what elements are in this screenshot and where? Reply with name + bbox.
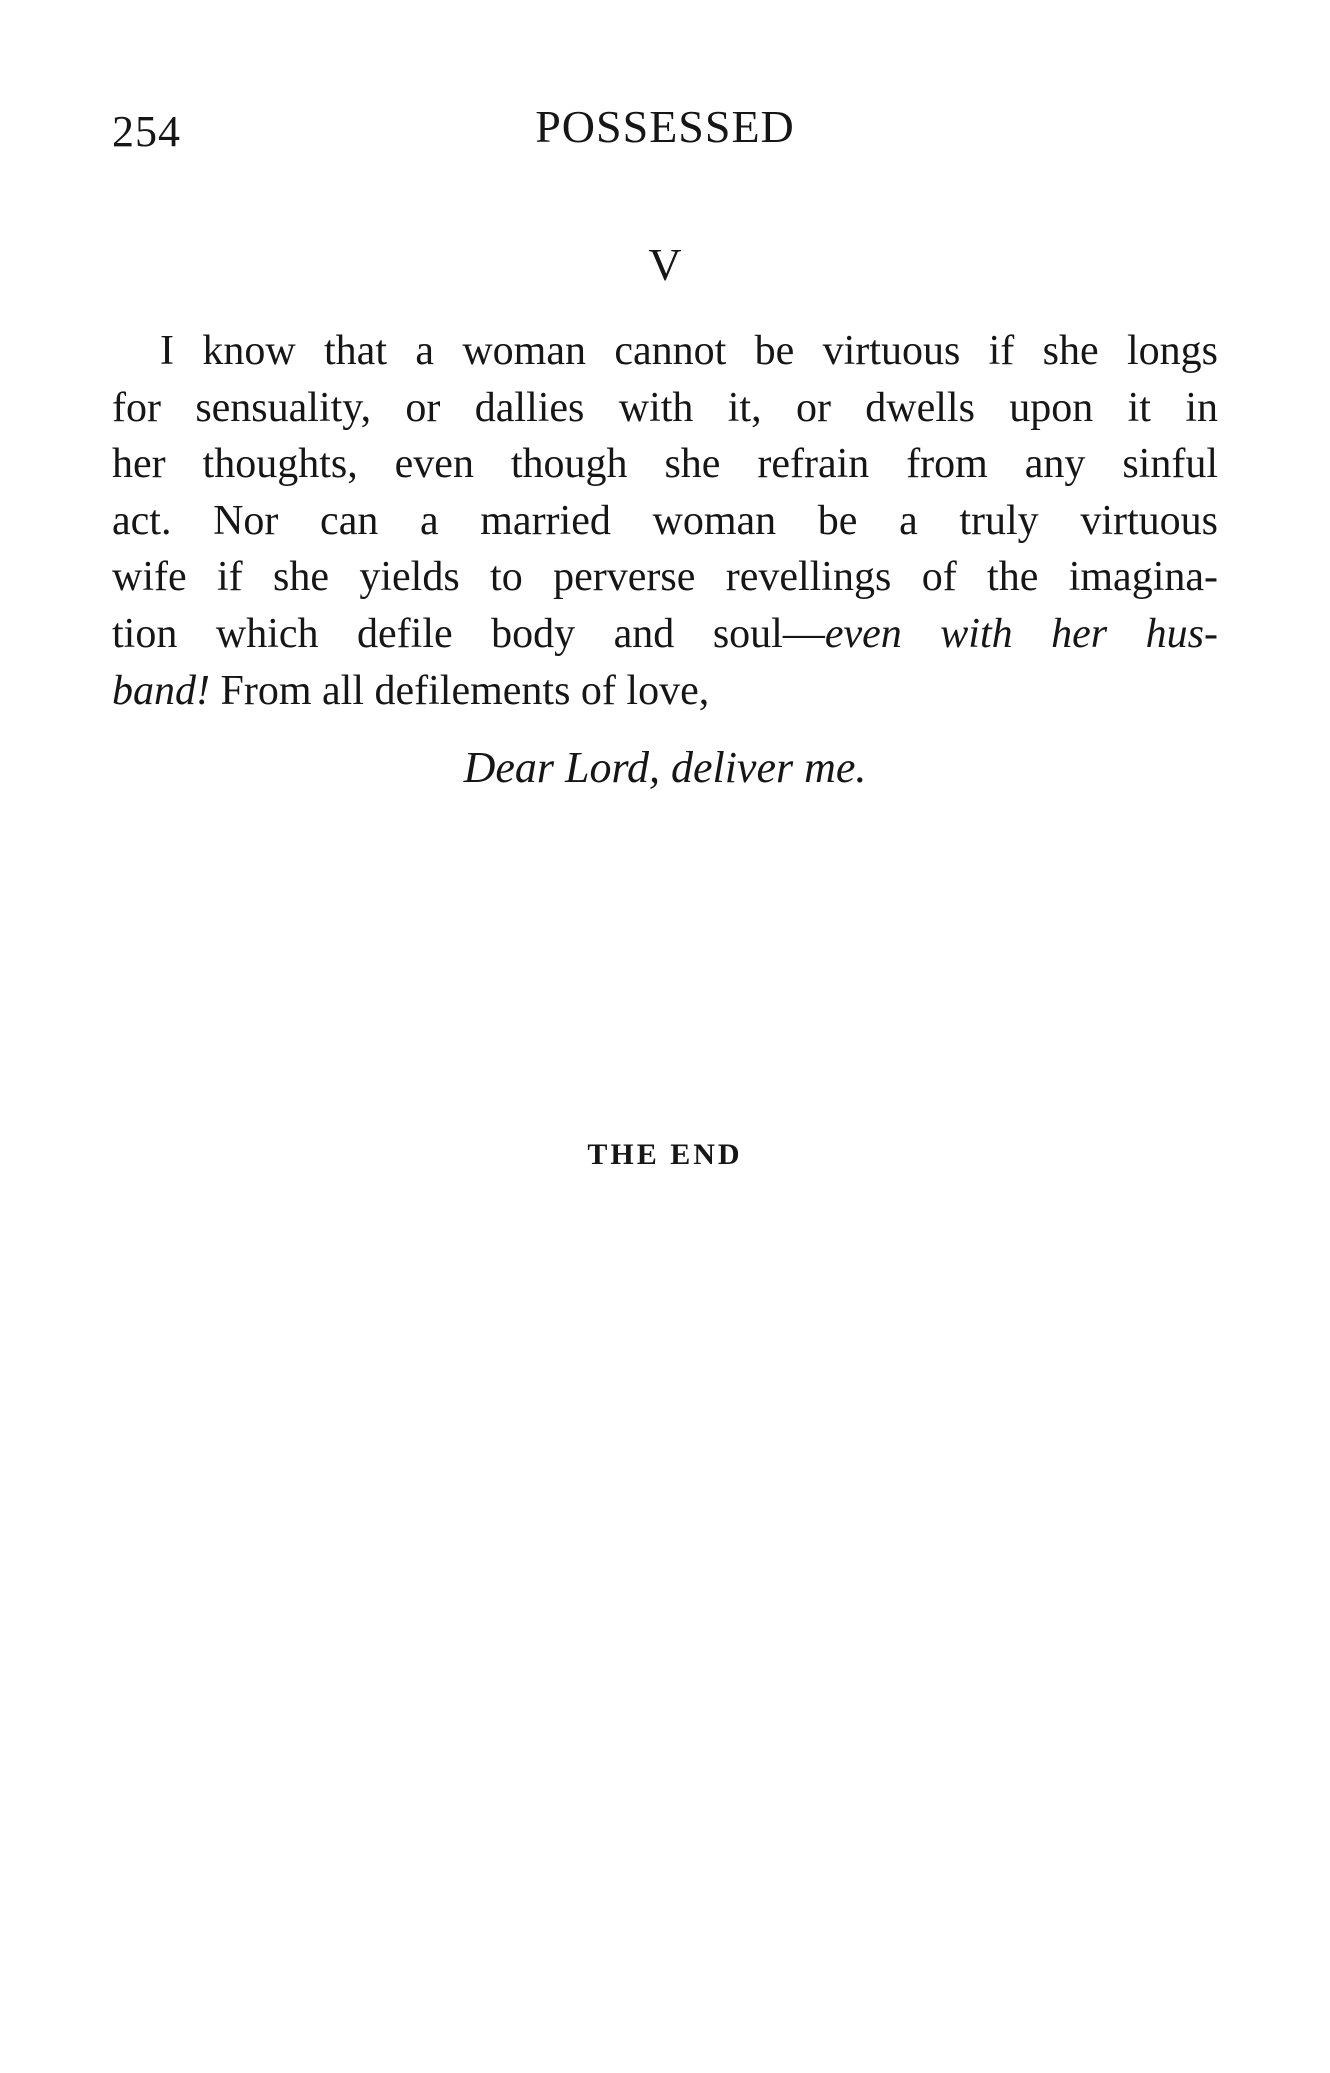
- closing-prayer: Dear Lord, deliver me.: [463, 743, 867, 792]
- paragraph-line-2: for sensuality, or dallies with it, or dwells upon it in: [112, 384, 1218, 431]
- running-title: POSSESSED: [535, 101, 795, 152]
- paragraph-line-6: [112, 606, 1218, 663]
- paragraph-line-4: act. Nor can a married woman be a truly virtuous: [112, 497, 1218, 544]
- the-end-marker: THE END: [587, 1138, 743, 1171]
- paragraph-line-3: her thoughts, even though she refrain from any sinful: [112, 441, 1218, 488]
- paragraph-line-6-roman: tion which defile body and soul—: [112, 610, 825, 657]
- paragraph-line-5: wife if she yields to perverse revellings of the imagina-: [112, 554, 1218, 601]
- body-paragraph: [112, 323, 1218, 719]
- running-head: [112, 100, 1218, 160]
- paragraph-line-7-roman: From all defilements of love,: [210, 667, 710, 714]
- paragraph-line-7-italic: band!: [112, 667, 210, 714]
- section-heading: V: [648, 239, 682, 290]
- paragraph-line-7: [112, 663, 1218, 720]
- paragraph-line-1: I know that a woman cannot be virtuous if she longs: [160, 328, 1218, 374]
- paragraph-line-6-italic: even with her hus-: [824, 610, 1218, 657]
- page-number: 254: [112, 107, 181, 156]
